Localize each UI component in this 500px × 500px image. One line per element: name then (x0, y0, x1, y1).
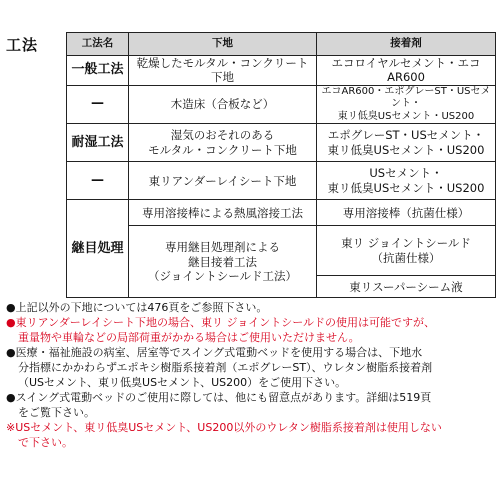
header-method: 工法名 (67, 33, 129, 56)
adhesive-line: エコロイヤルセメント・エコAR600 (331, 56, 481, 85)
substrate-line: モルタル・コンクリート下地 (148, 142, 297, 157)
note-continuation: （USセメント、東リ低臭USセメント、US200）をご使用下さい。 (18, 376, 347, 389)
construction-method-table (66, 32, 496, 298)
method-cell-joint: 継目処理 (67, 200, 129, 298)
adhesive-cell (317, 124, 496, 162)
table-row (67, 124, 496, 162)
substrate-cell-multiline (129, 226, 317, 298)
header-adhesive: 接着剤 (317, 33, 496, 56)
adhesive-line: エポグレーST・USセメント・ (327, 128, 485, 143)
adhesive-cell (317, 226, 496, 276)
table-header-row (67, 33, 496, 56)
note-item (6, 345, 496, 390)
substrate-cell: 東リアンダーレイシート下地 (129, 162, 317, 200)
note-text: ●医療・福祉施設の病室、居室等でスイング式電動ベッドを使用する場合は、下地水 (6, 346, 423, 359)
note-text: ●東リアンダーレイシート下地の場合、東リ ジョイントシールドの使用は可能ですが、 (6, 316, 436, 329)
table-row (67, 85, 496, 124)
header-substrate: 下地 (129, 33, 317, 56)
note-text: ●スイング式電動ベッドのご使用に際しては、他にも留意点があります。詳細は519頁 (6, 391, 432, 404)
substrate-cell: 専用溶接棒による熱風溶接工法 (129, 200, 317, 226)
substrate-line: 湿気のおそれのある (170, 128, 275, 143)
note-continuation: 分指標にかかわらずエポキシ樹脂系接着剤（エポグレーST）、ウレタン樹脂系接着剤 (18, 361, 433, 374)
substrate-cell: 木造床（合板など） (129, 85, 317, 124)
table-row (67, 56, 496, 86)
adhesive-cell (317, 56, 496, 86)
note-text: ※USセメント、東リ低臭USセメント、US200以外のウレタン樹脂系接着剤は使用しない (6, 421, 442, 434)
note-continuation: をご覧下さい。 (18, 406, 95, 419)
note-continuation: 重量物や車輪などの局部荷重がかかる場合はご使用いただけません。 (18, 331, 360, 344)
adhesive-cell: 専用溶接棒（抗菌仕様） (317, 200, 496, 226)
notes-section (6, 300, 496, 450)
substrate-cell (129, 124, 317, 162)
table-row (67, 226, 496, 276)
adhesive-cell (317, 162, 496, 200)
method-cell: 耐湿工法 (67, 124, 129, 162)
adhesive-line: エコAR600・エポグレーST・USセメント・ (321, 85, 491, 110)
table-row (67, 162, 496, 200)
note-text: ●上記以外の下地については476頁をご参照下さい。 (6, 301, 268, 314)
adhesive-line: 東リ低臭USセメント・US200 (327, 142, 485, 157)
method-cell: 一般工法 (67, 56, 129, 86)
note-item-warning (6, 420, 496, 450)
method-cell: — (67, 162, 129, 200)
adhesive-line: 東リ低臭USセメント・US200 (327, 180, 485, 195)
substrate-cell: 乾燥したモルタル・コンクリート下地 (129, 56, 317, 86)
note-item (6, 300, 496, 315)
adhesive-cell (317, 85, 496, 124)
table-row (67, 200, 496, 226)
adhesive-multiline: 東リ ジョイントシールド （抗菌仕様） (341, 236, 471, 265)
substrate-multiline: 専用継目処理剤による 継目接着工法 （ジョイントシールド工法） (147, 240, 298, 283)
adhesive-line: 東リ低臭USセメント・US200 (337, 110, 475, 122)
note-item (6, 390, 496, 420)
adhesive-cell: 東リスーパーシーム液 (317, 276, 496, 298)
note-item-warning (6, 315, 496, 345)
adhesive-line: USセメント・ (369, 166, 443, 181)
section-title: 工法 (6, 36, 39, 54)
method-cell: — (67, 85, 129, 124)
note-continuation: で下さい。 (18, 436, 73, 449)
